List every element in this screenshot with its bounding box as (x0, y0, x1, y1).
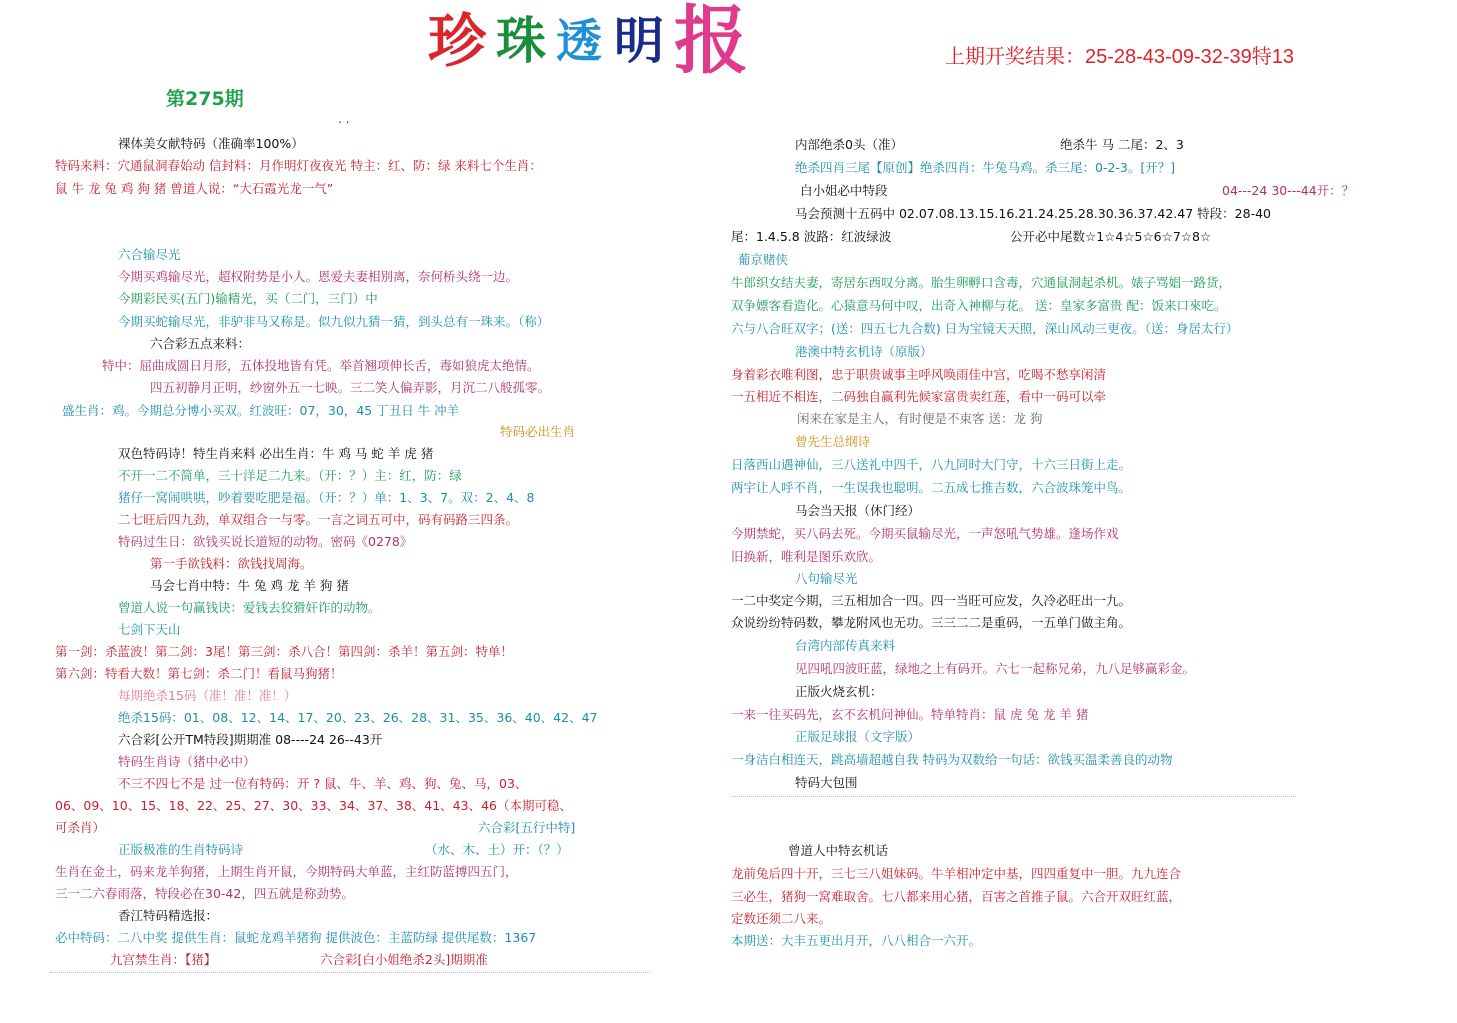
right-line-16: 两宇让人呼不肖，一生误我也聪明。二五成七推吉数，六合波珠笼中鸟。 (731, 480, 1132, 495)
title-char-5: 报 (674, 0, 749, 84)
right-line-26: 一来一往买码先，玄不玄机问神仙。特单特肖：鼠 虎 兔 龙 羊 猪 (731, 707, 1089, 722)
right-line-22: 众说纷纷特码数，攀龙附风也无功。三三二二是重码，一五单门做主角。 (731, 615, 1132, 630)
left-line-06: 今期彩民买(五门)输精光，买（二门，三门）中 (118, 291, 378, 306)
left-line-31a: 正版极准的生肖特码诗 (118, 842, 244, 857)
left-line-32: 生肖在金土，码来龙羊狗猪，上期生肖开鼠，今期特码大单蓝，主红防蓝搏四五门， (55, 864, 518, 879)
right-line-01a: 内部绝杀0头（准） (795, 137, 903, 152)
left-line-03: 鼠 牛 龙 兔 鸡 狗 猪 曾道人说：“大石霞光龙一气” (55, 181, 334, 196)
title-char-1: 珍 (428, 7, 487, 75)
left-line-16: 二七旺后四九劲，单双组合一与零。一言之词五可中，码有码路三四条。 (118, 512, 519, 527)
right-line-13: 闲来在家是主人，有时便是不束客 送：龙 狗 (797, 411, 1043, 426)
left-line-17: 特码过生日：欲钱买说长道短的动物。密码《0278》 (118, 534, 413, 549)
right-line-17: 马会当天报（休门经） (795, 503, 921, 518)
left-line-13: 双色特码诗！特生肖来料 必出生肖：牛 鸡 马 蛇 羊 虎 猪 (118, 446, 434, 461)
right-line-33: 定数还须二八来。 (731, 911, 832, 926)
right-line-32: 三必生，猪狗一窝难取舍。七八都来用心猪，百害之首推子鼠。六合开双旺红蓝， (731, 889, 1182, 904)
right-line-11: 身着彩衣唯利图，忠于职贵诚事主呼风唤雨佳中宫，吃喝不愁享闲清 (731, 367, 1107, 382)
left-line-29: 06、09、10、15、18、22、25、27、30、33、34、37、38、41、43、46（本期可稳、 (55, 798, 572, 813)
right-line-20: 八句输尽光 (795, 571, 858, 586)
right-line-12: 一五相近不相连，二码独自赢利先候家富贵卖红莲，看中一码可以牵 (731, 389, 1107, 404)
left-line-33: 三一二六春雨落，特段必在30-42，四五就是称劲势。 (55, 886, 354, 901)
left-line-08: 六合彩五点来料： (150, 336, 251, 351)
left-line-07: 今期买蛇输尽光，非驴非马又称是。似九似九猜一猜，到头总有一珠来。（称） (118, 314, 550, 329)
left-line-28: 不三不四七不是 过一位有特码：开 ? 鼠、牛、羊、鸡、狗、兔、马，03、 (118, 776, 528, 791)
left-line-23: 第六剑：特看大数！第七剑：杀二门！看鼠马狗猪！ (55, 666, 343, 681)
left-line-09: 特中：屈曲成圆日月形，五体投地皆有凭。举首翘项伸长舌，毒如狼虎太绝情。 (102, 358, 540, 373)
right-line-25: 正版火烧玄机： (795, 684, 883, 699)
right-line-05b: 公开必中尾数☆1☆4☆5☆6☆7☆8☆ (1010, 229, 1212, 244)
left-line-30a: 可杀肖） (55, 820, 106, 835)
right-line-05a: 尾：1.4.5.8 波路：红波绿波 (731, 229, 892, 244)
last-result: 上期开奖结果：25-28-43-09-32-39特13 (945, 46, 1295, 68)
right-line-03b: 04---24 30---44开：？ (1222, 183, 1355, 198)
left-line-11: 盛生肖：鸡。今期总分博小买双。红波旺：07，30，45 丁丑日 牛 冲羊 (62, 403, 460, 418)
left-line-18: 第一手欲钱料：欲钱找周海。 (150, 556, 313, 571)
right-line-14: 曾先生总纲诗 (795, 434, 871, 449)
right-line-18: 今期禁蛇，买八码去死。今期买鼠输尽光，一声怒吼气势雄。逢场作戏 (731, 526, 1119, 541)
left-line-01: 裸体美女献特码（准确率100%） (118, 136, 304, 151)
left-line-05: 今期买鸡输尽光，超权附势是小人。恩爱夫妻相别离，奈何桥头绕一边。 (118, 269, 519, 284)
left-line-24: 每期绝杀15码（准！准！准！） (118, 688, 297, 703)
left-line-20: 曾道人说一句赢钱诀：爱钱去狡猾奸诈的动物。 (118, 600, 381, 615)
left-line-26: 六合彩[公开TM特段]期期准 08----24 26--43开 (118, 732, 383, 747)
left-line-10: 四五初静月正明，纱窗外五一七映。三二笑人偏弄影，月沉二八般孤零。 (150, 380, 551, 395)
right-line-10: 港澳中特玄机诗（原版） (795, 344, 933, 359)
right-line-03a: 白小姐必中特段 (800, 183, 888, 198)
right-line-08: 双争嫖客看造化。心猿意马何中叹，出奇入神柳与花。 送：皇家多富贵 配：饭来口來吃。 (731, 298, 1227, 313)
left-line-04: 六合输尽光 (118, 247, 181, 262)
right-line-29: 特码大包围 (795, 775, 858, 790)
right-line-30: 曾道人中特玄机话 (788, 843, 889, 858)
right-line-24: 见四吼四波旺蓝，绿地之上有码开。六七一起称兄弟，九八足够赢彩金。 (795, 661, 1196, 676)
left-line-36a: 九宫禁生肖：【猪】 (110, 952, 217, 967)
right-line-34: 本期送：大丰五更出月开，八八相合一六开。 (731, 933, 982, 948)
left-line-02: 特码来料：穴通鼠洞春始动 信封料：月作明灯夜夜光 特主：红、防：绿 来料七个生肖： (55, 158, 542, 173)
right-line-28: 一身洁白相连天，跳高墙超越自我 特码为双数给一句话：欲钱买温柔善良的动物 (731, 752, 1173, 767)
left-line-12: 特码必出生肖 (500, 424, 576, 439)
right-line-09: 六与八合旺双字；(送：四五七九合数) 日为宝镜天天照，深山风动三更夜。（送：身居太行） (731, 321, 1239, 336)
left-line-30b: 六合彩[五行中特] (478, 820, 576, 835)
left-line-21: 七剑下天山 (118, 622, 181, 637)
left-line-25: 绝杀15码：01、08、12、14、17、20、23、26、28、31、35、36、40、42、47 (118, 710, 598, 725)
left-line-22: 第一剑：杀蓝波！第二剑：3尾！第三剑：杀八合！第四剑：杀羊！第五剑：特单！ (55, 644, 513, 659)
left-line-34: 香江特码精选报： (118, 908, 219, 923)
right-line-04: 马会预测十五码中 02.07.08.13.15.16.21.24.25.28.30.36.37.42.47 特段：28-40 (795, 206, 1271, 221)
left-line-19: 马会七肖中特：牛 兔 鸡 龙 羊 狗 猪 (150, 578, 349, 593)
right-line-15: 日落西山遇神仙，三八送礼中四千，八九同时大门守，十六三日街上走。 (731, 457, 1132, 472)
right-line-31: 龙前兔后四十开，三七三八姐妹码。牛羊相冲定中基，四四重复中一胆。九九连合 (731, 866, 1182, 881)
right-mid-divider (731, 796, 1296, 797)
left-line-14: 不开一二不简单，三十洋足二九来。（开：？）主：红，防：绿 (118, 468, 462, 483)
right-line-21: 一二中奖定今期，三五相加合一四。四一当旺可应发，久冷必旺出一九。 (731, 593, 1132, 608)
title-char-4: 明 (614, 11, 665, 70)
right-line-01b: 绝杀牛 马 二尾：2、3 (1060, 137, 1184, 152)
left-bottom-divider (50, 972, 650, 973)
left-line-15: 猪仔一窝闹哄哄，吵着要吃肥是福。（开：？）单：1、3、7。双：2、4、8 (118, 490, 535, 505)
left-line-36b: 六合彩[白小姐绝杀2头]期期准 (320, 952, 488, 967)
left-line-35: 必中特码：二八中奖 提供生肖：鼠蛇龙鸡羊猪狗 提供波色：主蓝防绿 提供尾数：1367 (55, 930, 537, 945)
left-line-27: 特码生肖诗（猪中必中） (118, 754, 256, 769)
right-line-06: 葡京赌侠 (738, 252, 789, 267)
right-line-27: 正版足球报（文字版） (795, 729, 921, 744)
title-char-2: 珠 (496, 11, 547, 70)
issue-number: 第275期 (166, 88, 244, 110)
right-line-02: 绝杀四肖三尾【原创】绝杀四肖：牛兔马鸡。杀三尾：0-2-3。[开？] (795, 160, 1176, 175)
decorative-dots: . . (338, 112, 350, 126)
right-line-19: 旧换新，唯利是图乐欢欣。 (731, 549, 882, 564)
newspaper-title (428, 0, 749, 120)
right-line-23: 台湾内部传真来料 (795, 638, 896, 653)
right-line-07: 牛郎织女结夫妻，寄居东西叹分离。胎生卵孵口含毒，穴通鼠洞起杀机。婊子骂娼一路货， (731, 275, 1232, 290)
left-line-31b: （水、木、土）开：（？） (425, 842, 569, 857)
title-char-3: 透 (556, 14, 603, 68)
